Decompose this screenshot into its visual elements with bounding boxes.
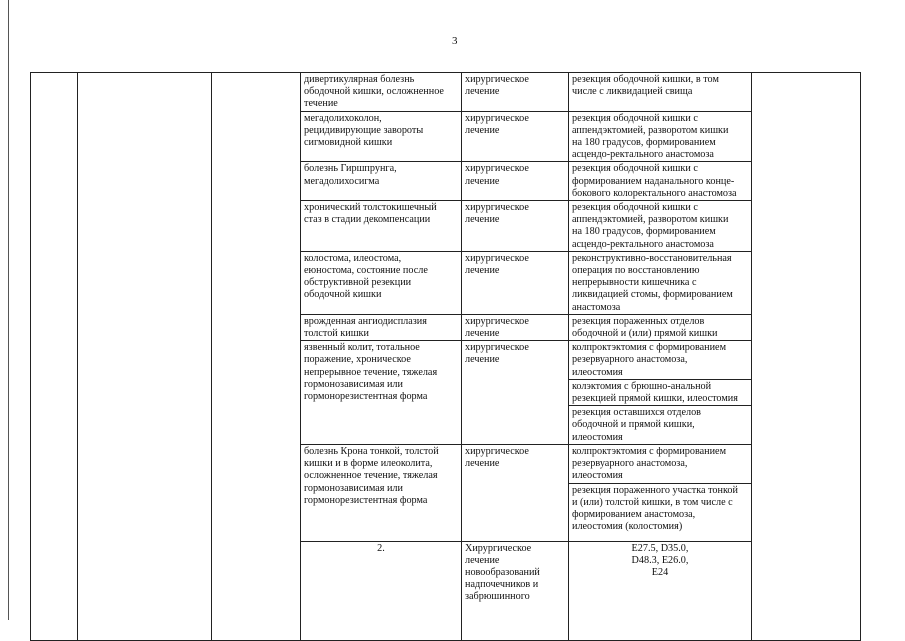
care-type-name: Хирургическое лечение новообразований надпочечников и забрюшинного — [462, 541, 569, 641]
treatment-cell: хирургическое лечение — [462, 162, 569, 201]
diagnosis-cell: хронический толстокишечный стаз в стадии декомпенсации — [301, 201, 462, 252]
method-cell: колпроктэктомия с формированием резервуарного анастомоза, илеостомия — [569, 444, 752, 483]
method-cell: реконструктивно-восстановительная операция по восстановлению непрерывности кишечника с ликвидацией стомы, формированием анастомоза — [569, 251, 752, 314]
medical-care-table — [30, 72, 861, 641]
method-cell: резекция ободочной кишки с аппендэктомией, разворотом кишки на 180 градусов, формированием асцендо-ректального анастомоза — [569, 201, 752, 252]
method-cell: резекция пораженного участка тонкой и (или) толстой кишки, в том числе с формированием анастомоза, илеостомия (колостомия) — [569, 483, 752, 541]
diagnosis-cell: язвенный колит, тотальное поражение, хроническое непрерывное течение, тяжелая гормонозависимая или гормонорезистентная форма — [301, 341, 462, 445]
diagnosis-cell: болезнь Гиршпрунга, мегадолихосигма — [301, 162, 462, 201]
name-cell-empty — [78, 73, 212, 641]
treatment-cell: хирургическое лечение — [462, 111, 569, 162]
page-number: 3 — [452, 35, 458, 47]
treatment-cell: хирургическое лечение — [462, 341, 569, 445]
treatment-cell: хирургическое лечение — [462, 314, 569, 340]
diagnosis-cell: колостома, илеостома, еюностома, состояние после обструктивной резекции ободочной кишки — [301, 251, 462, 314]
diagnosis-cell: мегадолихоколон, рецидивирующие завороты сигмовидной кишки — [301, 111, 462, 162]
treatment-cell: хирургическое лечение — [462, 201, 569, 252]
method-cell: резекция оставшихся отделов ободочной и прямой кишки, илеостомия — [569, 406, 752, 445]
method-cell: колпроктэктомия с формированием резервуарного анастомоза, илеостомия — [569, 341, 752, 380]
diagnosis-cell: врожденная ангиодисплазия толстой кишки — [301, 314, 462, 340]
price-cell-empty — [752, 73, 861, 641]
method-cell: резекция пораженных отделов ободочной и (или) прямой кишки — [569, 314, 752, 340]
row-number: 2. — [301, 541, 462, 641]
method-cell: резекция ободочной кишки с аппендэктомией, разворотом кишки на 180 градусов, формированием асцендо-ректального анастомоза — [569, 111, 752, 162]
method-cell: резекция ободочной кишки с формированием наданального конце- бокового колоректального анастомоза — [569, 162, 752, 201]
method-cell: резекция ободочной кишки, в том числе с ликвидацией свища — [569, 73, 752, 112]
icd-codes: E27.5, D35.0, D48.3, E26.0, E24 — [569, 541, 752, 641]
page-left-border — [8, 0, 9, 620]
codes-cell-empty — [212, 73, 301, 641]
treatment-cell: хирургическое лечение — [462, 251, 569, 314]
number-cell-empty — [31, 73, 78, 641]
table-row — [31, 73, 861, 112]
diagnosis-cell: дивертикулярная болезнь ободочной кишки, осложненное течение — [301, 73, 462, 112]
method-cell: колэктомия с брюшно-анальной резекцией прямой кишки, илеостомия — [569, 379, 752, 405]
treatment-cell: хирургическое лечение — [462, 73, 569, 112]
diagnosis-cell: болезнь Крона тонкой, толстой кишки и в форме илеоколита, осложненное течение, тяжелая гормонозависимая или гормонорезистентная форма — [301, 444, 462, 541]
treatment-cell: хирургическое лечение — [462, 444, 569, 541]
